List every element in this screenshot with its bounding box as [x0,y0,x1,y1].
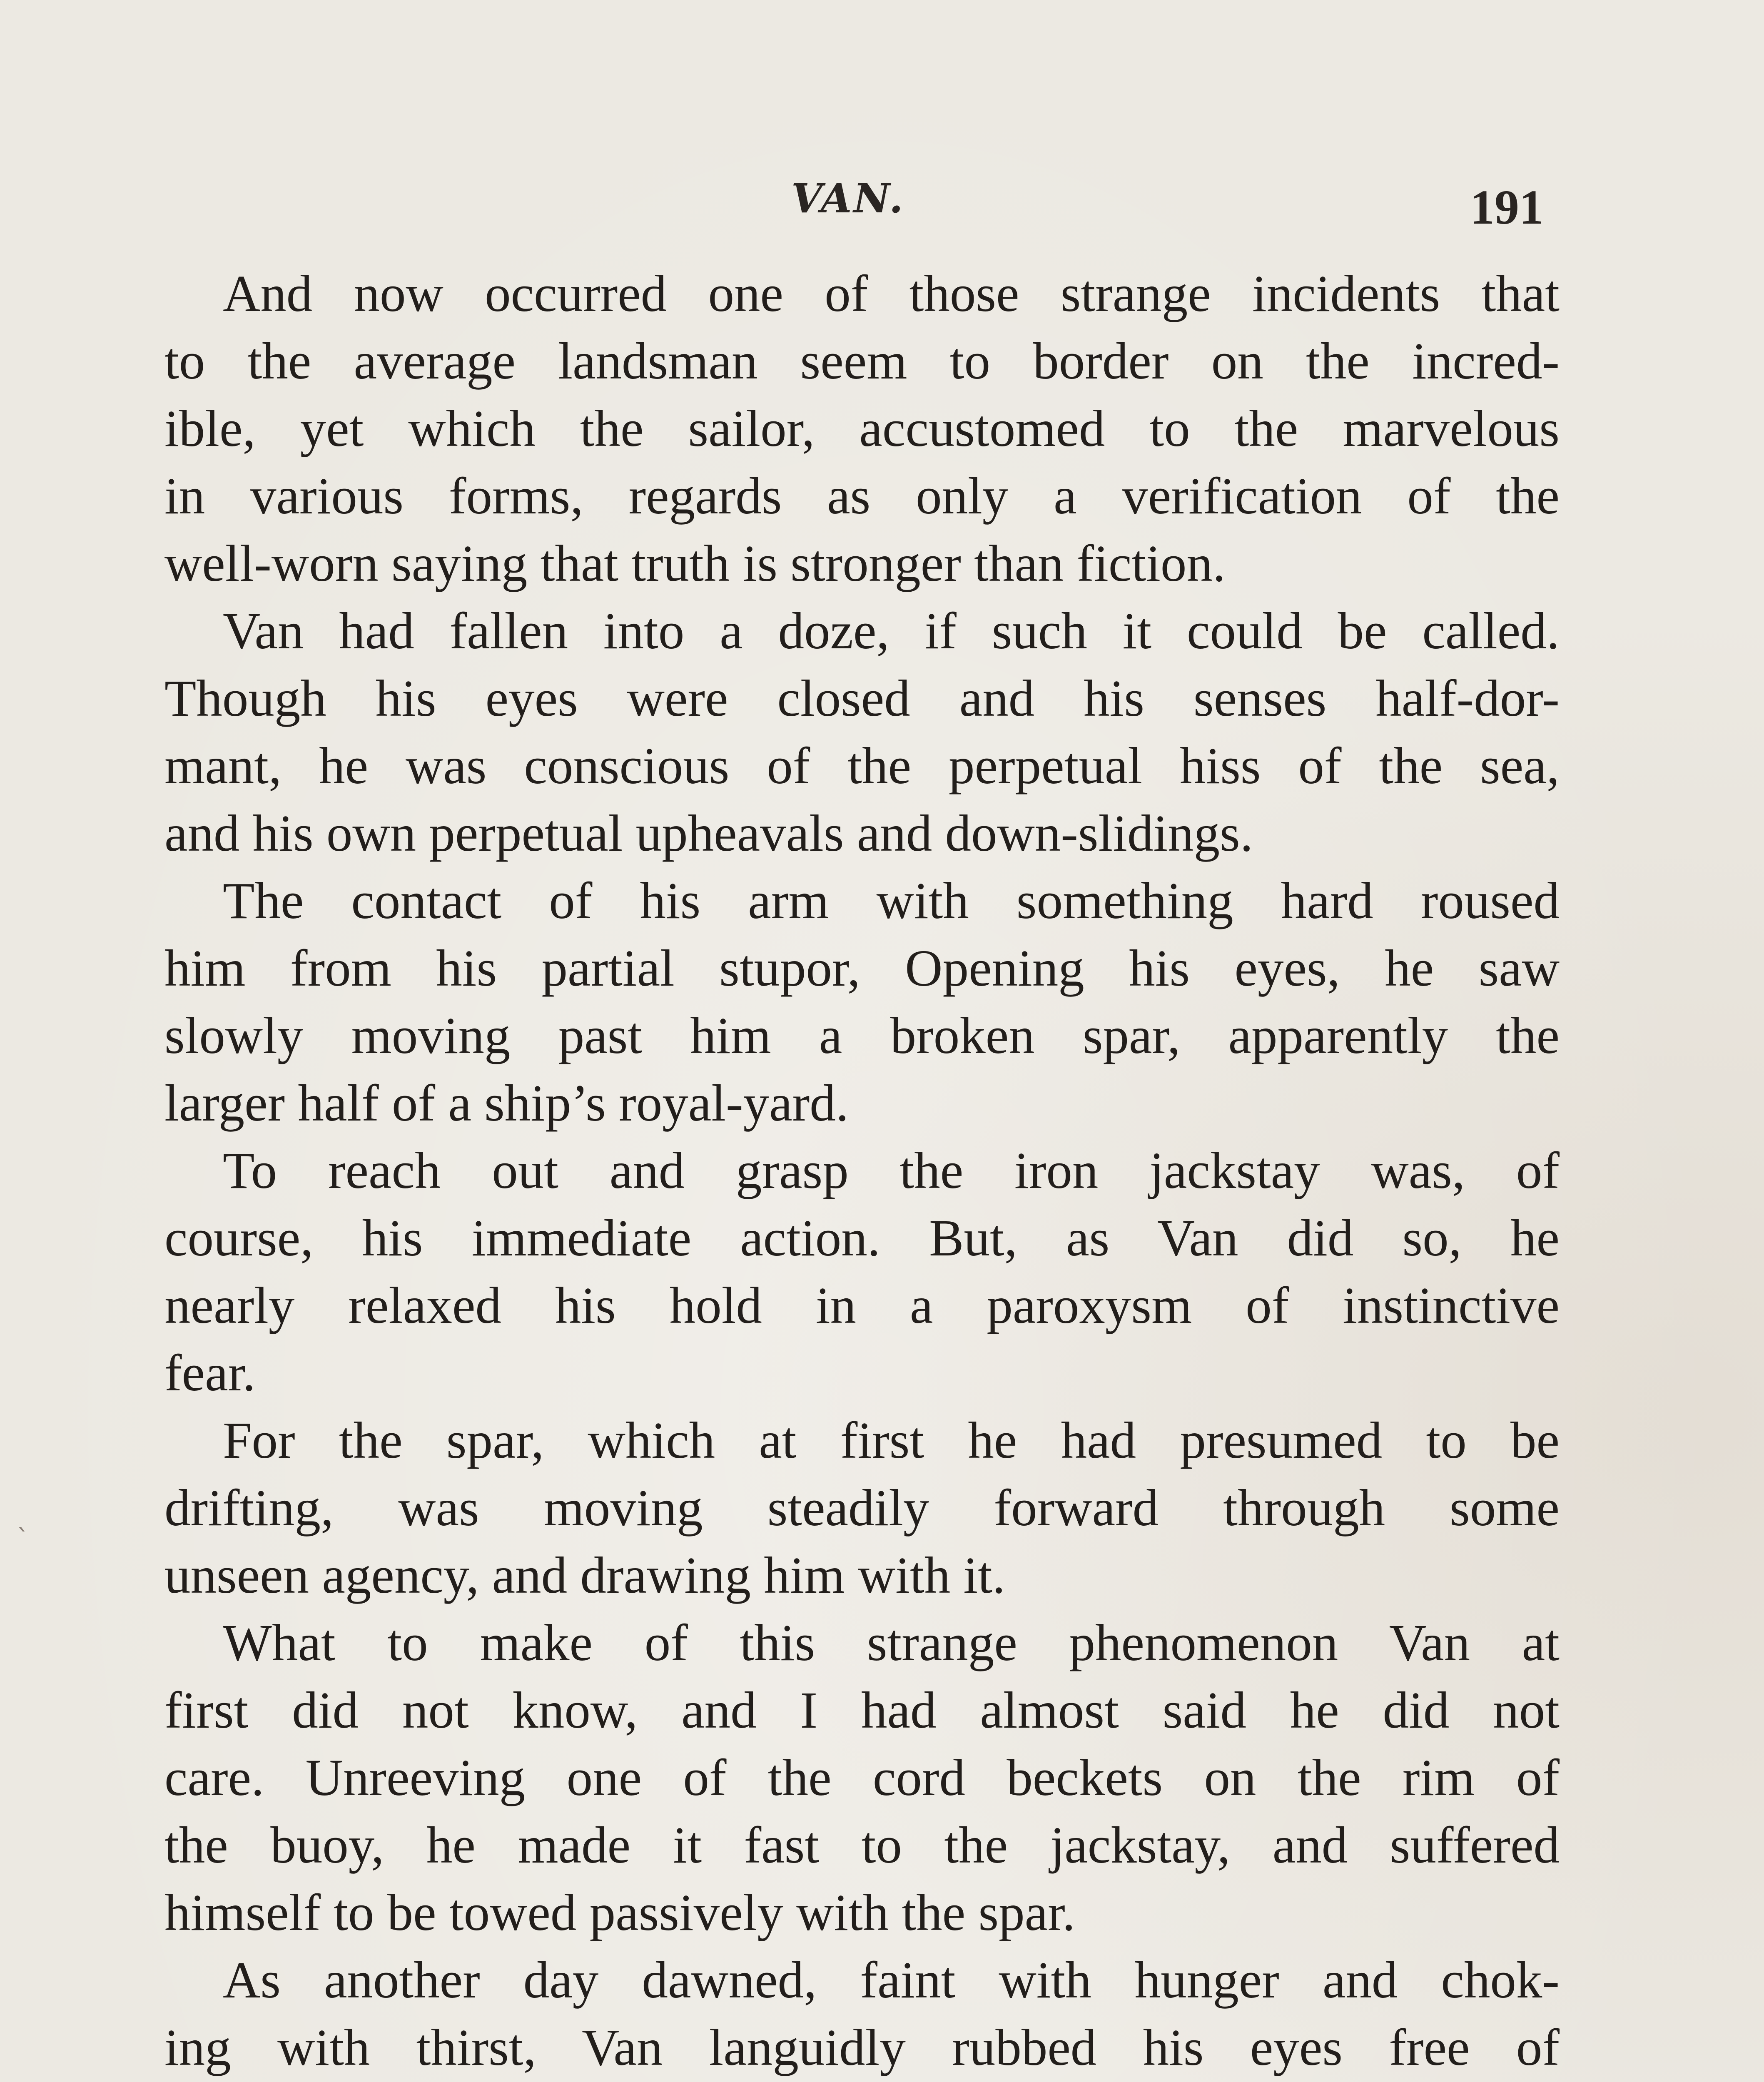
text-line: the buoy, he made it fast to the jackstay, and suffered [164,1817,1560,1874]
text-line: fear. [164,1345,256,1402]
text-line: nearly relaxed his hold in a paroxysm of instinctive [164,1277,1560,1335]
text-line: Though his eyes were closed and his senses half-dor- [164,670,1560,727]
text-line: For the spar, which at first he had presumed to be [223,1412,1560,1469]
text-line: ible, yet which the sailor, accustomed to the marvelous [164,400,1560,458]
text-line: The contact of his arm with something hard roused [223,872,1560,930]
text-line: mant, he was conscious of the perpetual hiss of the sea, [164,737,1560,795]
text-line: What to make of this strange phenomenon Van at [223,1614,1560,1672]
text-line: And now occurred one of those strange incidents that [223,265,1560,323]
text-line: himself to be towed passively with the spar. [164,1884,1076,1942]
text-line: him from his partial stupor, Opening his eyes, he saw [164,940,1560,997]
text-line: course, his immediate action. But, as Van did so, he [164,1210,1560,1267]
text-line: slowly moving past him a broken spar, apparently the [164,1007,1560,1065]
text-line: and his own perpetual upheavals and down-slidings. [164,805,1253,862]
text-line: larger half of a ship’s royal-yard. [164,1075,849,1132]
text-line: ing with thirst, Van languidly rubbed his eyes free of [164,2019,1560,2077]
text-line: to the average landsman seem to border on the incred- [164,333,1560,390]
paragraph [164,260,1560,598]
text-line: drifting, was moving steadily forward through some [164,1479,1560,1537]
text-line: well-worn saying that truth is stronger than fiction. [164,535,1226,593]
paragraph [164,867,1560,1137]
text-line: first did not know, and I had almost said he did not [164,1682,1560,1739]
paragraph [164,1609,1560,1947]
paragraph [164,1947,1560,2082]
paragraph [164,598,1560,867]
page-number: 191 [1470,180,1544,234]
margin-speck-icon: ` [17,1524,29,1553]
body-text [164,260,1560,2082]
text-line: care. Unreeving one of the cord beckets on the rim of [164,1749,1560,1807]
text-line: unseen agency, and drawing him with it. [164,1547,1006,1604]
running-title: VAN. [791,175,905,222]
text-line: As another day dawned, faint with hunger and chok- [223,1952,1560,2009]
text-line: in various forms, regards as only a verification of the [164,468,1560,525]
paragraph [164,1137,1560,1407]
text-line: Van had fallen into a doze, if such it could be called. [223,603,1560,660]
paragraph [164,1407,1560,1609]
text-line: To reach out and grasp the iron jackstay was, of [223,1142,1560,1200]
